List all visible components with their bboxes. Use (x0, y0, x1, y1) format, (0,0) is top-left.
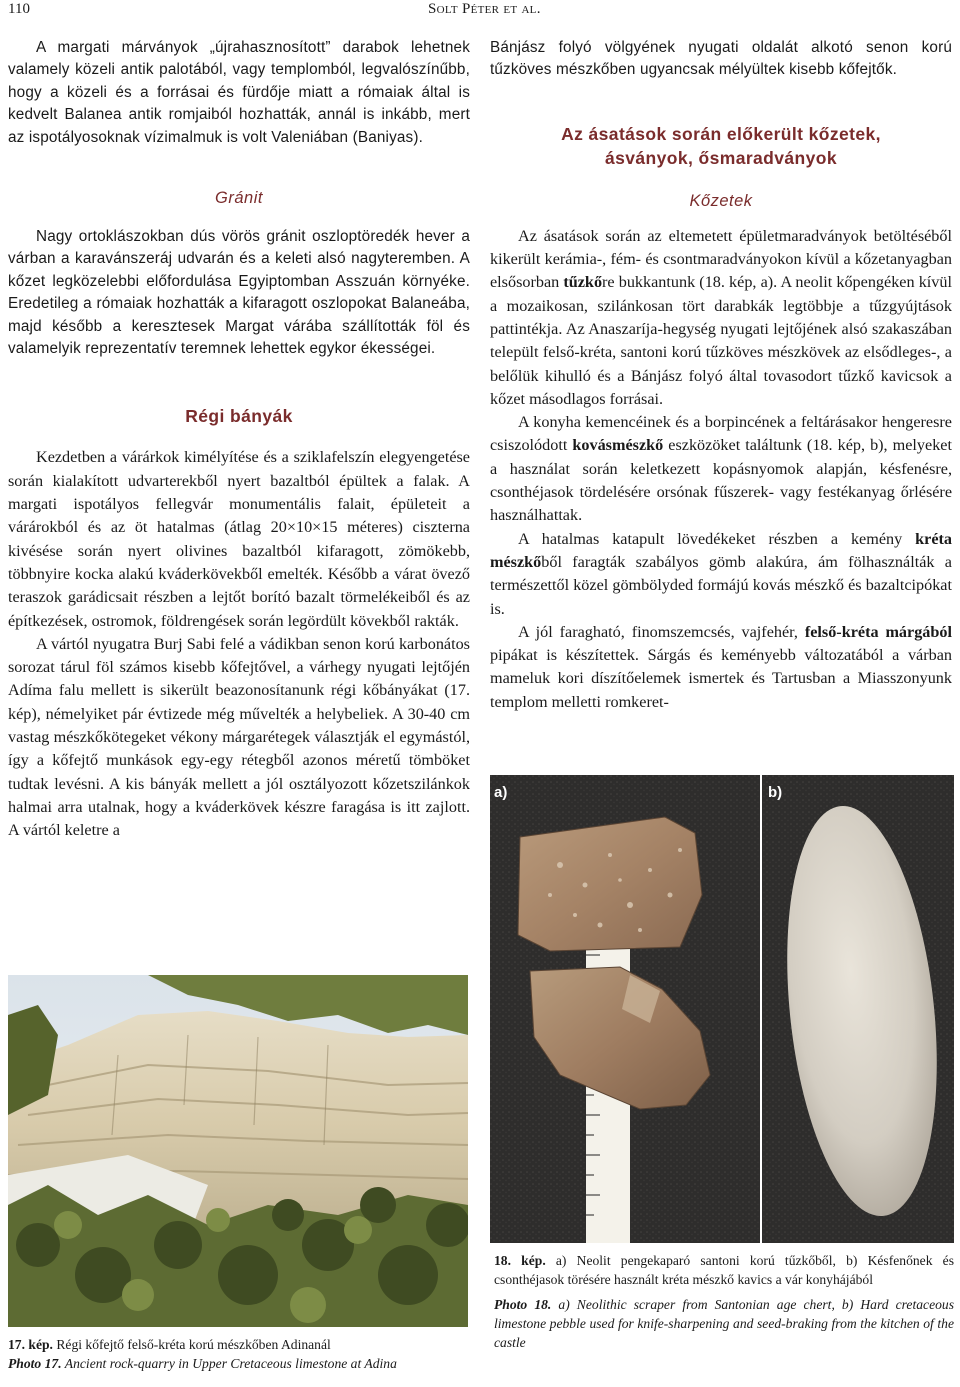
kozetek-paragraph-4: A jól faragható, finomszemcsés, vajfehér, felső-kréta márgából pipákat is készítettek. Sárgás és keményebb változatából a várban mameluk kori díszítőelemek ismertek és Tartusban a Miasszonyunk templom melletti romkeret- (490, 622, 952, 711)
granit-paragraph: Nagy ortoklászokban dús vörös gránit oszloptöredék hever a várban a karavánszeráj udvarán és a keleti alsó nagyteremben. A kőzet legközelebbi előfordulása Egyiptomban Asszuán környéke. Eredetileg a rómaiak hozhatták a kifaragott oszlopokat Balaneába, majd később a keresztesek Margat várába szállították föl és valamelyik reprezentatív teremnek lehettek egykor ékességei. (8, 228, 470, 358)
photo-18 (490, 775, 954, 1243)
right-column (490, 37, 952, 714)
caption-17 (8, 1335, 468, 1373)
felso-kreta-margabol-term: felső-kréta márgából (804, 622, 952, 641)
kovasmeszko-term: kovásmészkő (572, 436, 664, 455)
caption-17-en: Photo 17. Ancient rock-quarry in Upper Cretaceous limestone at Adina (8, 1356, 397, 1371)
photo-17 (8, 975, 468, 1327)
running-title: Solt Péter et al. (428, 1, 541, 17)
caption-18-hu: 18. kép. a) Neolit pengekaparó santoni korú tűzkőből, b) Késfenőnek és csonthéjasok törésére használt kréta mészkő kavics a vár konyhájából (494, 1253, 954, 1287)
granit-heading: Gránit (215, 189, 263, 208)
continued-paragraph: Bánjász folyó völgyének nyugati oldalát alkotó senon korú tűzköves mészkőben ugyancsak mélyültek kisebb kőfejtők. (490, 39, 952, 79)
photo-18-label-a: a) (494, 784, 508, 801)
page-number: 110 (8, 1, 30, 17)
section-heading-line-2: ásványok, ősmaradványok (605, 147, 837, 168)
kozetek-paragraph-2: A konyha kemencéinek és a borpincének a feltárásakor hengeresre csiszolódott kovásmészkő eszközöket találtunk (18. kép, b), melyeket a használat során keletkezett kopásnyomok alapján, késfenésre, csonthéjasok tördelésére orsónak fűszerek- vagy festékanyag őrlésére használhattak. (490, 413, 952, 525)
regi-paragraph-1: Kezdetben a várárkok kimélyítése és a sziklafelszín elegyengetése során kialakított udvarterekből nyert bazaltból épültek a falak. A margati ispotályos fellegvár monumentális falait, épületeit a várárokból és az öt hatalmas (átlag 20×10×15 méteres) ciszterna kivésése során nyert olivines bazaltból kifaragott, zömökebb, többnyire kocka alakú kváderkövekből emelték. Később a várat övező teraszok garádicsait részben a lejtőt borító bazalt törmelékeiből és az építkezések, ostromok, földrengések során legördült kövekből rakták. (8, 448, 470, 630)
regi-paragraph-2: A vártól nyugatra Burj Sabi felé a vádikban senon korú karbonátos sorozat tárul föl számos kisebb kőfejtővel, a várhegy nyugati lejtőjén Adíma falu mellett is sikerült beazonosítanunk régi kőbányákat (17. kép), némelyiket pár évtizede még művelték a helybeliek. A 30-40 cm vastag mészkőkötegeket vékony márgarétegek választják el egymástól, így a kőfejtő munkások egy-egy rétegből azonos méretű tömböket tudtak levésni. A kis bányák mellett a jól osztályozott kőzetszilánkok halmai arra utalnak, hogy a kváderkövek készre faragása is itt zajlott. A vártól keletre a (8, 634, 470, 840)
caption-18 (494, 1251, 954, 1352)
section-heading (490, 122, 952, 170)
kozetek-paragraph-3: A hatalmas katapult lövedékeket részben a kemény kréta mészkőből faragták szabályos gömb alakúra, ám fölhasználták a természettől közel gömbölyded formájú kovás mészkő és bazaltcipókat is. (490, 529, 952, 618)
kozetek-paragraph-1: Az ásatások során az eltemetett épületmaradványok betöltéséből kikerült kerámia-, fém- és csontmaradványokon kívül a kőzetanyagban elsősorban tűzkőre bukkantunk (18. kép, a). A neolit kőpengéken kívül a mozaikosan, szilánkosan tört darabkák legtöbbje a tűzgyújtások pattintékja. Az Anaszaríja-hegység nyugati lejtőjének alsó szakaszában települt felső-kréta, santoni korú tűzköves mészkövek az elsődleges-, a belőlük kihulló és a Bánjász folyó által tovasodort tűzkő kavicsok a kőzet másodlagos forrásai. (490, 226, 952, 408)
tuzko-term: tűzkő (563, 273, 603, 292)
caption-17-hu: 17. kép. Régi kőfejtő felső-kréta korú mészkőben Adinanál (8, 1337, 331, 1352)
kreta-meszko-term: kréta mészkő (490, 529, 952, 571)
left-column (8, 37, 470, 843)
regi-banyak-heading: Régi bányák (185, 406, 293, 427)
photo-18-label-b: b) (768, 784, 783, 801)
intro-paragraph: A margati márványok „újrahasznosított” darabok lehetnek valamely közeli antik palotából, vagy templomból, legvalószínűbb, hogy a közeli és a forrásai és fürdője miatt a rómaiak által is kedvelt Balanea antik romjaiból hozhatták, annál is inkább, mert az ispotályosoknak vízimalmuk is volt Valeniában (Baniyas). (8, 39, 470, 146)
kozetek-heading: Kőzetek (689, 191, 753, 210)
section-heading-line-1: Az ásatások során előkerült kőzetek, (561, 123, 881, 144)
caption-18-en: Photo 18. a) Neolithic scraper from Santonian age chert, b) Hard cretaceous limestone pebble used for knife-sharpening and seed-braking from the kitchen of the castle (494, 1297, 954, 1350)
